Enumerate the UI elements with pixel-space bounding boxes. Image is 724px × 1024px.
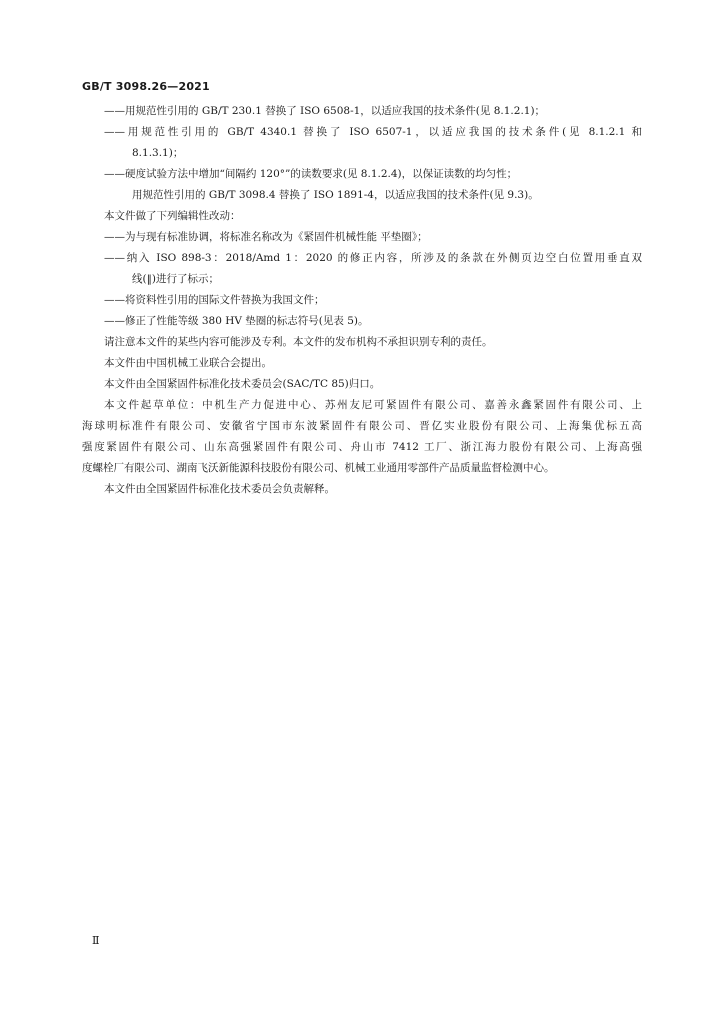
paragraph: 本文件起草单位：中机生产力促进中心、苏州友尼可紧固件有限公司、嘉善永鑫紧固件有限公司、上 <box>104 399 642 411</box>
paragraph: 本文件由全国紧固件标准化技术委员会(SAC/TC 85)归口。 <box>104 378 381 390</box>
paragraph-continuation: 强度紧固件有限公司、山东高强紧固件有限公司、舟山市 7412 工厂、浙江海力股份有限公司、上海高强 <box>82 441 642 453</box>
standard-number-header: GB/T 3098.26—2021 <box>82 80 210 93</box>
list-item-continuation: 线(‖)进行了标示； <box>132 273 219 285</box>
paragraph-continuation: 度螺栓厂有限公司、湖南飞沃新能源科技股份有限公司、机械工业通用零部件产品质量监督检测中心。 <box>82 462 555 474</box>
page-number: Ⅱ <box>92 934 100 947</box>
list-item: ——硬度试验方法中增加“间隔约 120°”的读数要求(见 8.1.2.4)，以保证读数的均匀性； <box>104 168 518 180</box>
list-item: 用规范性引用的 GB/T 3098.4 替换了 ISO 1891-4，以适应我国的技术条件(见 9.3)。 <box>132 189 539 201</box>
list-item: ——将资料性引用的国际文件替换为我国文件； <box>104 294 325 306</box>
list-item: ——用规范性引用的 GB/T 230.1 替换了 ISO 6508-1，以适应我国的技术条件(见 8.1.2.1)； <box>104 105 546 117</box>
list-item: ——用规范性引用的 GB/T 4340.1 替换了 ISO 6507-1，以适应我国的技术条件(见 8.1.2.1 和 <box>104 126 642 138</box>
paragraph-continuation: 海球明标准件有限公司、安徽省宁国市东波紧固件有限公司、晋亿实业股份有限公司、上海集优标五高 <box>82 420 642 432</box>
foreword-body <box>82 101 642 500</box>
list-item: ——为与现有标准协调，将标准名称改为《紧固件机械性能 平垫圈》； <box>104 231 428 243</box>
list-item: ——修正了性能等级 380 HV 垫圈的标志符号(见表 5)。 <box>104 315 369 327</box>
paragraph: 请注意本文件的某些内容可能涉及专利。本文件的发布机构不承担识别专利的责任。 <box>104 336 493 348</box>
list-item-continuation: 8.1.3.1)； <box>132 147 184 159</box>
paragraph: 本文件由全国紧固件标准化技术委员会负责解释。 <box>104 483 335 495</box>
paragraph: 本文件由中国机械工业联合会提出。 <box>104 357 272 369</box>
paragraph: 本文件做了下列编辑性改动： <box>104 210 241 222</box>
list-item: ——纳入 ISO 898-3：2018/Amd 1：2020 的修正内容，所涉及的条款在外侧页边空白位置用垂直双 <box>104 252 642 264</box>
